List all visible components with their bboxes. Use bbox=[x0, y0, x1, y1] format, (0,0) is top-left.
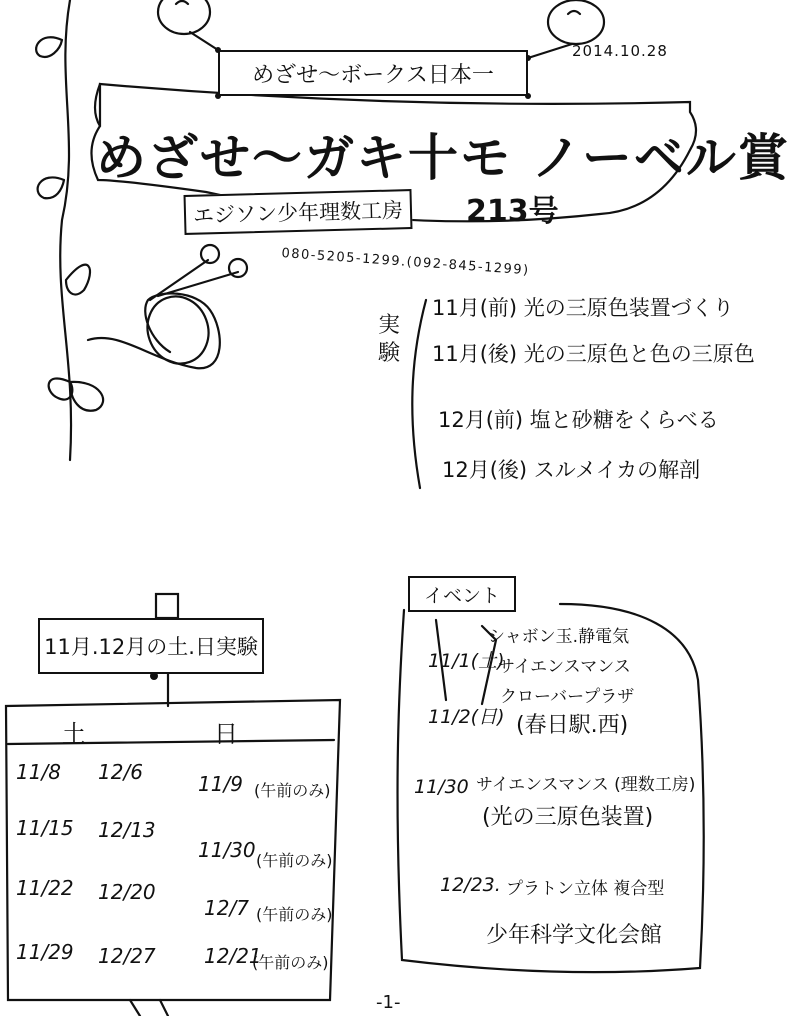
event-text: 少年科学文化会館 bbox=[486, 923, 663, 948]
experiment-date: 11月(後) bbox=[432, 342, 518, 366]
schedule-date: 12/13 bbox=[98, 818, 156, 842]
experiment-date: 12月(後) bbox=[442, 458, 528, 482]
schedule-date: 11/15 bbox=[16, 816, 74, 840]
schedule-date: 12/20 bbox=[98, 880, 156, 904]
schedule-date: 11/29 bbox=[16, 940, 74, 964]
event-text: シャボン玉.静電気 bbox=[488, 627, 630, 647]
event-date: 11/1(土) bbox=[428, 650, 505, 672]
issue-date: 2014.10.28 bbox=[572, 42, 668, 60]
event-text: サイエンスマンス bbox=[498, 657, 631, 677]
schedule-date: 12/7 bbox=[204, 896, 249, 920]
schedule-date: 12/27 bbox=[98, 944, 156, 968]
newsletter-title: めざせ〜ガキ十モ ノーベル賞 bbox=[96, 129, 790, 187]
schedule-date: 11/22 bbox=[16, 876, 74, 900]
experiments-label: 実験 bbox=[377, 313, 400, 366]
schedule-title: 11月.12月の土.日実験 bbox=[38, 618, 264, 674]
experiment-text: 塩と砂糖をくらべる bbox=[529, 408, 719, 432]
event-text: プラトン立体 複合型 bbox=[506, 879, 665, 899]
event-text: クローバープラザ bbox=[500, 687, 635, 707]
events-label: イベント bbox=[408, 576, 516, 612]
experiment-item bbox=[432, 292, 734, 322]
event-text: (光の三原色装置) bbox=[482, 805, 654, 830]
experiment-item bbox=[442, 454, 700, 484]
schedule-date: 11/30 bbox=[198, 838, 256, 862]
event-date: 11/30 bbox=[414, 776, 469, 798]
event-text: (春日駅.西) bbox=[516, 713, 629, 738]
phone-numbers: 080-5205-1299.(092-845-1299) bbox=[280, 246, 531, 279]
schedule-date: 12/6 bbox=[98, 760, 143, 784]
experiment-date: 11月(前) bbox=[432, 296, 518, 320]
subtitle-banner: めざせ〜ボークス日本一 bbox=[218, 50, 528, 96]
experiment-text: 光の三原色装置づくり bbox=[523, 296, 734, 320]
event-date: 12/23. bbox=[440, 874, 501, 896]
issue-number: 213号 bbox=[466, 194, 559, 229]
organization-name: エジソン少年理数工房 bbox=[184, 189, 413, 235]
event-date: 11/2(日) bbox=[428, 706, 505, 728]
saturday-header: 土 bbox=[62, 720, 86, 748]
event-text: サイエンスマンス (理数工房) bbox=[476, 775, 696, 795]
experiment-date: 12月(前) bbox=[438, 408, 524, 432]
experiment-item bbox=[432, 338, 755, 368]
experiment-text: スルメイカの解剖 bbox=[533, 458, 701, 482]
schedule-note: (午前のみ) bbox=[254, 781, 331, 800]
schedule-note: (午前のみ) bbox=[252, 953, 329, 972]
experiment-item bbox=[438, 404, 719, 434]
schedule-date: 11/9 bbox=[198, 772, 243, 796]
sunday-header: 日 bbox=[214, 720, 238, 748]
experiment-text: 光の三原色と色の三原色 bbox=[523, 342, 755, 366]
schedule-note: (午前のみ) bbox=[256, 905, 333, 924]
page-number: -1- bbox=[376, 992, 401, 1013]
schedule-note: (午前のみ) bbox=[256, 851, 333, 870]
schedule-date: 11/8 bbox=[16, 760, 61, 784]
schedule-date: 12/21 bbox=[204, 944, 262, 968]
